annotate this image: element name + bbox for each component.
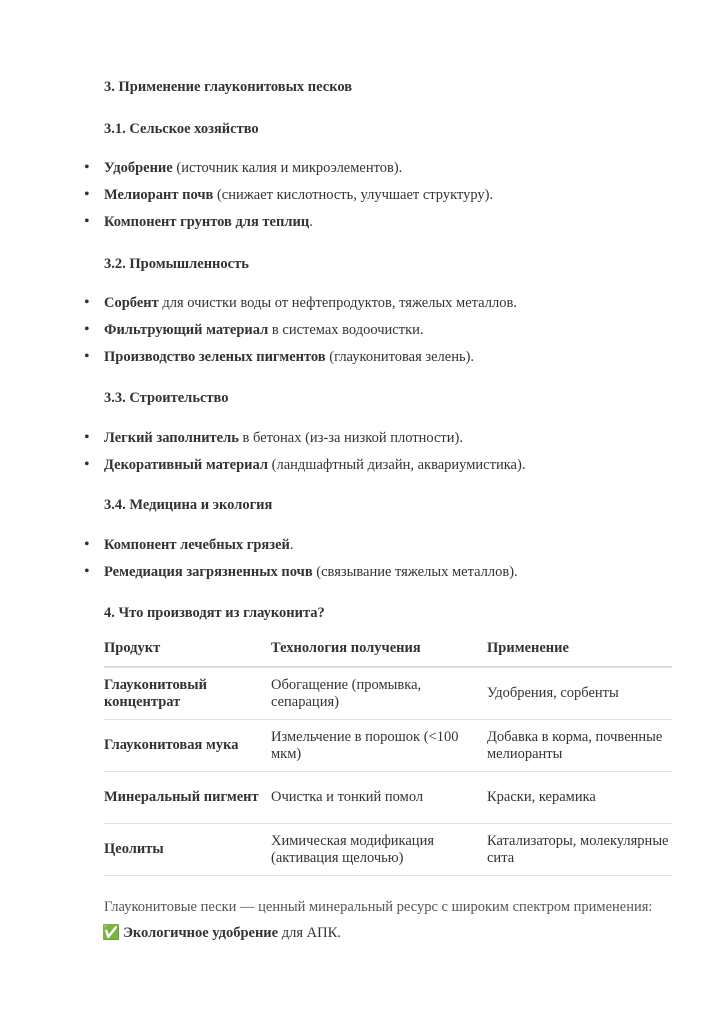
list-item: • Фильтрующий материал в системах водоочистки.: [84, 321, 424, 338]
table-row: [104, 824, 672, 876]
check-rest-text: для АПК.: [278, 925, 341, 941]
bullet-icon: •: [84, 348, 90, 365]
table-row: [104, 667, 672, 720]
table-header-row: [104, 640, 672, 667]
section-3-title: 3. Применение глауконитовых песков: [104, 79, 353, 95]
table-header-product: Продукт: [104, 640, 271, 667]
list-item: • Удобрение (источник калия и микроэлементов).: [84, 159, 403, 176]
list-item: • Мелиорант почв (снижает кислотность, улучшает структуру).: [84, 186, 494, 203]
table-cell-application: Добавка в корма, почвенные мелиоранты: [487, 720, 672, 772]
bullet-icon: •: [84, 563, 90, 580]
bullet-icon: •: [84, 321, 90, 338]
list-item: • Легкий заполнитель в бетонах (из-за низкой плотности).: [84, 429, 463, 446]
check-mark-icon: ✅: [102, 925, 121, 941]
table-cell-product: Минеральный пигмент: [104, 772, 271, 824]
table-cell-product: Глауконитовая мука: [104, 720, 271, 772]
bullet-icon: •: [84, 536, 90, 553]
table-cell-technology: Обогащение (промывка, сепарация): [271, 667, 487, 720]
table-cell-product: Глауконитовый концентрат: [104, 667, 271, 720]
table-cell-application: Катализаторы, молекулярные сита: [487, 824, 672, 876]
list-item: • Ремедиация загрязненных почв (связывание тяжелых металлов).: [84, 563, 518, 580]
bullet-icon: •: [84, 159, 90, 176]
subsection-3-3-title: 3.3. Строительство: [104, 390, 229, 406]
subsection-3-1-title: 3.1. Сельское хозяйство: [104, 121, 259, 137]
table-cell-application: Удобрения, сорбенты: [487, 667, 672, 720]
bullet-icon: •: [84, 186, 90, 203]
products-table: [104, 640, 672, 876]
bullet-icon: •: [84, 213, 90, 230]
subsection-3-4-list: [82, 535, 682, 589]
list-item: • Компонент лечебных грязей.: [84, 536, 294, 553]
subsection-3-3-list: [82, 428, 682, 482]
table-cell-technology: Очистка и тонкий помол: [271, 772, 487, 824]
list-item: • Сорбент для очистки воды от нефтепродуктов, тяжелых металлов.: [84, 294, 517, 311]
conclusion-text: Глауконитовые пески — ценный минеральный ресурс с широким спектром применения:: [104, 899, 653, 915]
list-item: • Производство зеленых пигментов (глауконитовая зелень).: [84, 348, 475, 365]
table-row: [104, 772, 672, 824]
table-cell-technology: Химическая модификация (активация щелочью): [271, 824, 487, 876]
table-header-technology: Технология получения: [271, 640, 487, 667]
table-cell-product: Цеолиты: [104, 824, 271, 876]
conclusion-check-line: [102, 924, 341, 942]
section-4-title: 4. Что производят из глауконита?: [104, 605, 325, 621]
bullet-icon: •: [84, 294, 90, 311]
subsection-3-2-list: [82, 293, 682, 374]
subsection-3-2-title: 3.2. Промышленность: [104, 256, 249, 272]
table-header-application: Применение: [487, 640, 672, 667]
table-cell-application: Краски, керамика: [487, 772, 672, 824]
bullet-icon: •: [84, 429, 90, 446]
list-item: • Декоративный материал (ландшафтный дизайн, аквариумистика).: [84, 456, 526, 473]
list-item: • Компонент грунтов для теплиц.: [84, 213, 313, 230]
check-bold-text: Экологичное удобрение: [123, 925, 279, 941]
table-row: [104, 720, 672, 772]
subsection-3-1-list: [82, 158, 682, 239]
table-cell-technology: Измельчение в порошок (<100 мкм): [271, 720, 487, 772]
bullet-icon: •: [84, 456, 90, 473]
subsection-3-4-title: 3.4. Медицина и экология: [104, 497, 273, 513]
